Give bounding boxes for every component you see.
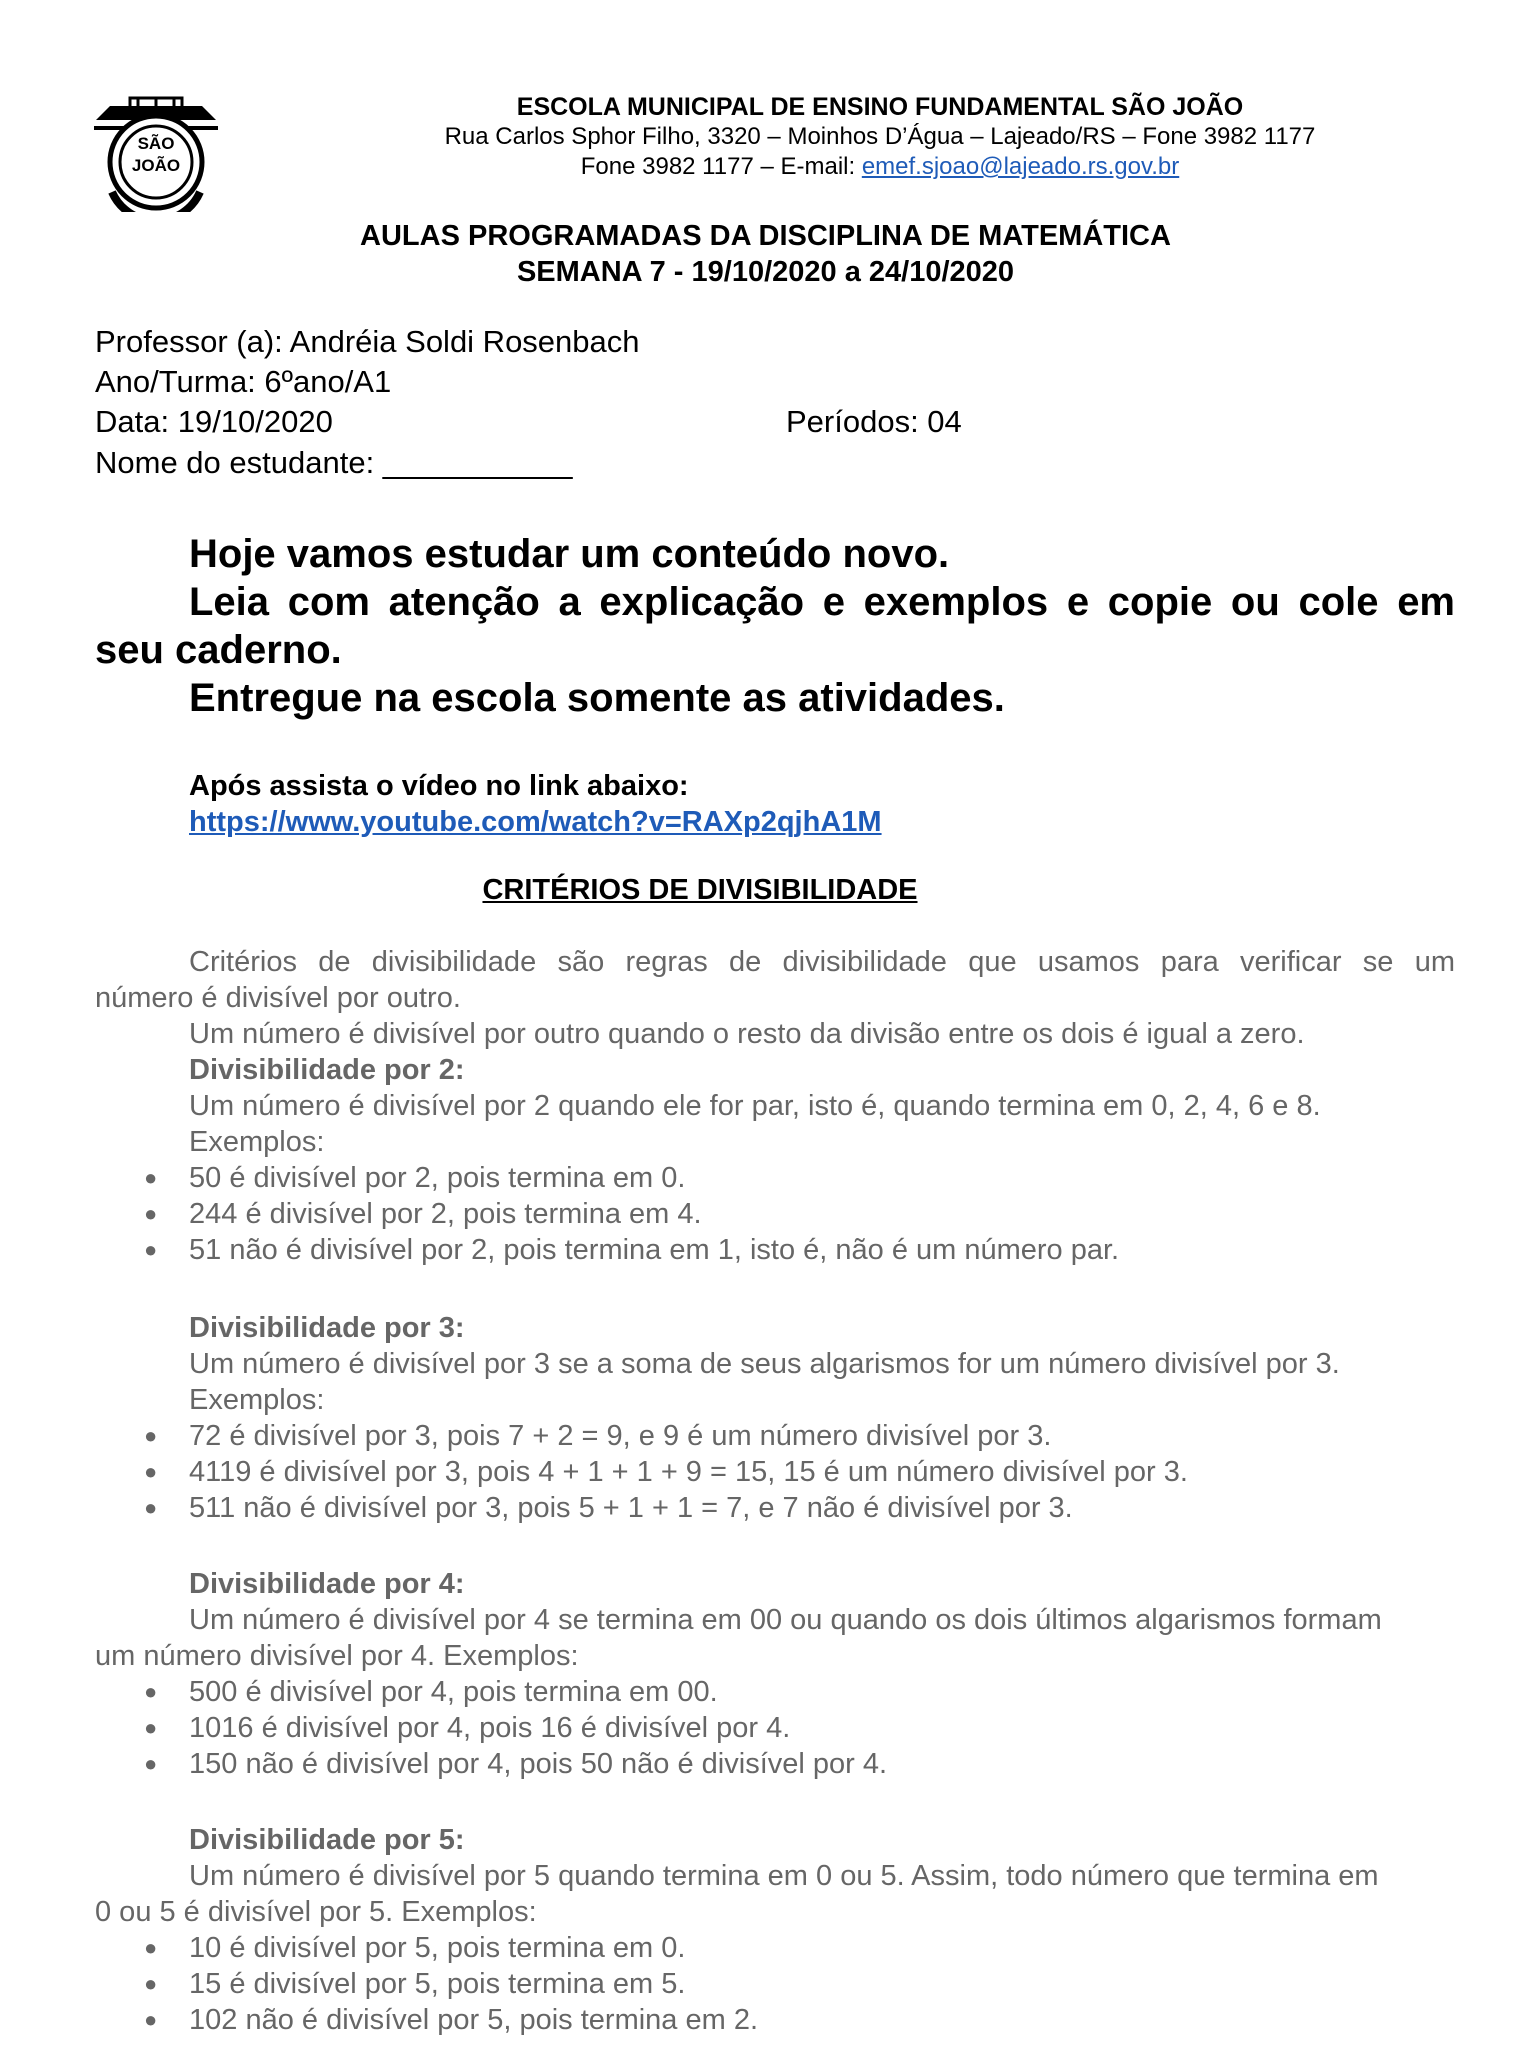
periods-line: Períodos: 04	[786, 404, 962, 439]
rule-4-heading: Divisibilidade por 4:	[189, 1568, 465, 1600]
intro-line-2a: Leia com atenção a explicação e exemplos e copie ou cole em	[189, 580, 1455, 624]
video-label: Após assista o vídeo no link abaixo:	[189, 770, 689, 802]
email-link[interactable]: emef.sjoao@lajeado.rs.gov.br	[861, 153, 1180, 180]
rule-2-example-3: 51 não é divisível por 2, pois termina em 1, isto é, não é um número par.	[189, 1234, 1120, 1266]
rule-3-text: Um número é divisível por 3 se a soma de seus algarismos for um número divisível por 3.	[189, 1348, 1340, 1380]
teacher-line: Professor (a): Andréia Soldi Rosenbach	[95, 324, 640, 359]
rule-4-example-2: 1016 é divisível por 4, pois 16 é divisível por 4.	[189, 1712, 791, 1744]
date-line: Data: 19/10/2020	[95, 404, 333, 439]
school-address: Rua Carlos Sphor Filho, 3320 – Moinhos D’Água – Lajeado/RS – Fone 3982 1177	[444, 123, 1316, 150]
school-name: ESCOLA MUNICIPAL DE ENSINO FUNDAMENTAL SÃO JOÃO	[516, 93, 1244, 121]
intro-line-3: Entregue na escola somente as atividades.	[189, 676, 1005, 720]
rule-4-text-line-2: um número divisível por 4. Exemplos:	[95, 1640, 579, 1672]
rule-5-text-line-2: 0 ou 5 é divisível por 5. Exemplos:	[95, 1896, 537, 1928]
rule-3-heading: Divisibilidade por 3:	[189, 1312, 465, 1344]
school-contact	[380, 152, 1380, 182]
definition-zero-remainder: Um número é divisível por outro quando o resto da divisão entre os dois é igual a zero.	[189, 1018, 1305, 1050]
rule-5-example-3: 102 não é divisível por 5, pois termina em 2.	[189, 2004, 759, 2036]
rule-2-heading: Divisibilidade por 2:	[189, 1054, 465, 1086]
section-title: CRITÉRIOS DE DIVISIBILIDADE	[482, 874, 918, 906]
bullet: ●	[144, 1423, 158, 1448]
intro-line-2b: seu caderno.	[95, 628, 342, 672]
rule-3-example-2: 4119 é divisível por 3, pois 4 + 1 + 1 + 9 = 15, 15 é um número divisível por 3.	[189, 1456, 1188, 1488]
rule-5-example-2: 15 é divisível por 5, pois termina em 5.	[189, 1968, 686, 2000]
rule-3-example-1: 72 é divisível por 3, pois 7 + 2 = 9, e 9 é um número divisível por 3.	[189, 1420, 1052, 1452]
rule-4-example-3: 150 não é divisível por 4, pois 50 não é divisível por 4.	[189, 1748, 888, 1780]
bullet: ●	[144, 1971, 158, 1996]
rule-2-examples-label: Exemplos:	[189, 1126, 325, 1158]
class-line: Ano/Turma: 6ºano/A1	[95, 364, 392, 399]
rule-5-text-line-1: Um número é divisível por 5 quando termina em 0 ou 5. Assim, todo número que termina em	[189, 1860, 1379, 1892]
bullet: ●	[144, 1165, 158, 1190]
video-link[interactable]: https://www.youtube.com/watch?v=RAXp2qjhA1M	[189, 806, 882, 838]
rule-3-example-3: 511 não é divisível por 3, pois 5 + 1 + 1 = 7, e 7 não é divisível por 3.	[189, 1492, 1073, 1524]
bullet: ●	[144, 1201, 158, 1226]
definition-line-1: Critérios de divisibilidade são regras de divisibilidade que usamos para verificar se um	[189, 946, 1455, 978]
logo-text-top: SÃO	[137, 134, 175, 153]
intro-line-1: Hoje vamos estudar um conteúdo novo.	[189, 532, 950, 576]
bullet: ●	[144, 1715, 158, 1740]
bullet: ●	[144, 1935, 158, 1960]
bullet: ●	[144, 1679, 158, 1704]
phone-prefix: Fone 3982 1177 – E-mail:	[580, 153, 862, 180]
bullet: ●	[144, 1751, 158, 1776]
bullet: ●	[144, 1237, 158, 1262]
rule-5-example-1: 10 é divisível por 5, pois termina em 0.	[189, 1932, 686, 1964]
logo-text-bottom: JOÃO	[131, 156, 181, 175]
rule-4-text-line-1: Um número é divisível por 4 se termina em 00 ou quando os dois últimos algarismos formam	[189, 1604, 1382, 1636]
rule-2-example-2: 244 é divisível por 2, pois termina em 4.	[189, 1198, 702, 1230]
bullet: ●	[144, 1495, 158, 1520]
bullet: ●	[144, 1459, 158, 1484]
student-name-line: Nome do estudante: ___________	[95, 445, 573, 480]
definition-line-2: número é divisível por outro.	[95, 982, 461, 1014]
title-week: SEMANA 7 - 19/10/2020 a 24/10/2020	[516, 256, 1015, 288]
rule-2-example-1: 50 é divisível por 2, pois termina em 0.	[189, 1162, 686, 1194]
rule-5-heading: Divisibilidade por 5:	[189, 1824, 465, 1856]
rule-4-example-1: 500 é divisível por 4, pois termina em 00.	[189, 1676, 718, 1708]
rule-2-text: Um número é divisível por 2 quando ele for par, isto é, quando termina em 0, 2, 4, 6 e 8.	[189, 1090, 1321, 1122]
school-logo	[90, 92, 222, 212]
title-discipline: AULAS PROGRAMADAS DA DISCIPLINA DE MATEMÁTICA	[360, 220, 1171, 252]
rule-3-examples-label: Exemplos:	[189, 1384, 325, 1416]
bullet: ●	[144, 2007, 158, 2032]
